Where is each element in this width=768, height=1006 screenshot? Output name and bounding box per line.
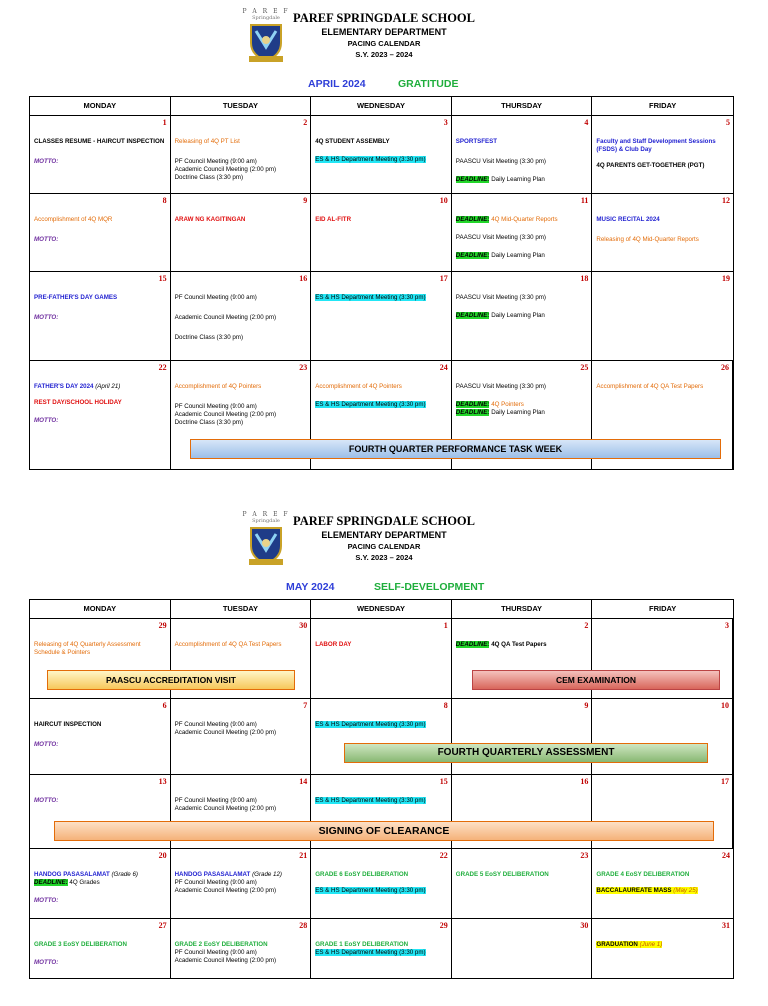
event-note: (Grade 6) bbox=[111, 871, 138, 878]
day-number: 20 bbox=[158, 851, 167, 860]
may-page bbox=[0, 503, 768, 966]
event: PAASCU Visit Meeting (3:30 pm) bbox=[455, 234, 546, 241]
day-number: 5 bbox=[725, 118, 730, 127]
day-number: 7 bbox=[303, 701, 308, 710]
school-logo bbox=[241, 511, 291, 566]
day-cell bbox=[171, 272, 312, 360]
event: ES & HS Department Meeting (3:30 pm) bbox=[315, 797, 426, 804]
logo-subtitle: Springdale bbox=[252, 15, 280, 21]
day-number: 1 bbox=[162, 118, 167, 127]
event: Daily Learning Plan bbox=[491, 176, 545, 183]
signing-of-clearance-banner: SIGNING OF CLEARANCE bbox=[54, 821, 714, 841]
event: ES & HS Department Meeting (3:30 pm) bbox=[315, 294, 426, 301]
event: Academic Council Meeting (2:00 pm) bbox=[174, 314, 277, 321]
day-cell bbox=[311, 116, 452, 193]
day-number: 10 bbox=[439, 196, 448, 205]
day-number: 31 bbox=[721, 921, 730, 930]
event: Doctrine Class (3:30 pm) bbox=[174, 419, 244, 426]
day-number: 12 bbox=[721, 196, 730, 205]
event: PF Council Meeting (9:00 am) bbox=[174, 721, 257, 728]
day-number: 26 bbox=[720, 363, 729, 372]
event: CLASSES RESUME - HAIRCUT INSPECTION bbox=[34, 138, 165, 145]
day-cell bbox=[592, 272, 733, 360]
weekday-wednesday: WEDNESDAY bbox=[311, 97, 452, 115]
day-cell bbox=[592, 919, 733, 978]
day-cell bbox=[592, 194, 733, 271]
day-cell bbox=[30, 272, 171, 360]
day-cell bbox=[592, 849, 733, 918]
event: Accomplishment of 4Q Pointers bbox=[315, 383, 402, 390]
event: HANDOG PASASALAMAT bbox=[34, 871, 110, 878]
holiday-event: LABOR DAY bbox=[315, 641, 352, 648]
day-cell bbox=[171, 699, 312, 774]
day-number: 30 bbox=[580, 921, 589, 930]
may-calendar-table bbox=[29, 599, 734, 979]
holiday-event: ARAW NG KAGITINGAN bbox=[174, 216, 246, 223]
event: PAASCU Visit Meeting (3:30 pm) bbox=[455, 158, 546, 165]
motto-label: MOTTO: bbox=[34, 959, 59, 966]
day-number: 22 bbox=[439, 851, 448, 860]
event-note: (June 1) bbox=[639, 941, 663, 948]
event: Faculty and Staff Development Sessions (FSDS) & Club Day bbox=[596, 138, 716, 153]
paascu-visit-banner: PAASCU ACCREDITATION VISIT bbox=[47, 670, 295, 690]
event: Academic Council Meeting (2:00 pm) bbox=[174, 729, 277, 736]
day-number: 11 bbox=[580, 196, 589, 205]
deadline-label: DEADLINE: bbox=[34, 879, 68, 886]
school-name: PAREF SPRINGDALE SCHOOL bbox=[293, 11, 475, 25]
day-number: 23 bbox=[299, 363, 308, 372]
day-number: 14 bbox=[299, 777, 308, 786]
logo-wordmark: P A R E F bbox=[242, 8, 290, 15]
day-cell bbox=[171, 919, 312, 978]
holiday-event: EID AL-FITR bbox=[315, 216, 352, 223]
event: 4Q STUDENT ASSEMBLY bbox=[315, 138, 390, 145]
weekday-tuesday: TUESDAY bbox=[171, 97, 312, 115]
department-name: ELEMENTARY DEPARTMENT bbox=[321, 27, 447, 37]
week-row bbox=[30, 699, 733, 775]
event: Daily Learning Plan bbox=[491, 252, 545, 259]
day-number: 19 bbox=[721, 274, 730, 283]
weekday-thursday: THURSDAY bbox=[452, 97, 593, 115]
day-cell bbox=[452, 272, 593, 360]
day-cell bbox=[311, 919, 452, 978]
deadline-label: DEADLINE: bbox=[455, 409, 490, 416]
holiday-event: REST DAY/SCHOOL HOLIDAY bbox=[34, 399, 122, 406]
weekday-thursday: THURSDAY bbox=[452, 600, 593, 618]
day-cell bbox=[311, 194, 452, 271]
april-page bbox=[0, 0, 768, 454]
day-number: 10 bbox=[720, 701, 729, 710]
school-crest-icon bbox=[249, 23, 283, 63]
day-number: 16 bbox=[580, 777, 589, 786]
event: FATHER'S DAY 2024 bbox=[34, 383, 94, 390]
week-row bbox=[30, 849, 733, 919]
logo-wordmark: P A R E F bbox=[242, 511, 290, 518]
day-cell bbox=[311, 849, 452, 918]
page-header bbox=[0, 0, 768, 90]
day-cell bbox=[30, 919, 171, 978]
event: PF Council Meeting (9:00 am) bbox=[174, 949, 257, 956]
day-number: 30 bbox=[299, 621, 308, 630]
day-cell bbox=[30, 361, 171, 469]
day-number: 27 bbox=[158, 921, 167, 930]
event: 4Q PARENTS GET-TOGETHER (PGT) bbox=[596, 162, 705, 169]
day-cell bbox=[452, 849, 593, 918]
day-number: 4 bbox=[584, 118, 589, 127]
school-logo bbox=[241, 8, 291, 63]
day-number: 28 bbox=[299, 921, 308, 930]
weekday-friday: FRIDAY bbox=[649, 101, 677, 110]
event: PRE-FATHER'S DAY GAMES bbox=[34, 294, 118, 301]
deadline-label: DEADLINE: bbox=[455, 216, 490, 223]
day-cell bbox=[452, 116, 593, 193]
event: Releasing of 4Q Quarterly Assessment Schedule & Pointers bbox=[34, 641, 141, 656]
day-number: 2 bbox=[303, 118, 308, 127]
weekday-monday: MONDAY bbox=[30, 600, 171, 618]
event: ES & HS Department Meeting (3:30 pm) bbox=[315, 721, 426, 728]
month-title: APRIL 2024 bbox=[308, 78, 366, 90]
school-crest-icon bbox=[249, 526, 283, 566]
month-title: MAY 2024 bbox=[286, 581, 335, 593]
day-cell bbox=[30, 699, 171, 774]
event: 4Q Grades bbox=[69, 879, 100, 886]
event: Accomplishment of 4Q QA Test Papers bbox=[174, 641, 282, 648]
quarterly-assessment-banner: FOURTH QUARTERLY ASSESSMENT bbox=[344, 743, 708, 763]
day-cell bbox=[171, 194, 312, 271]
event: 4Q QA Test Papers bbox=[491, 641, 547, 648]
motto-label: MOTTO: bbox=[34, 236, 59, 243]
day-number: 17 bbox=[439, 274, 448, 283]
event: Doctrine Class (3:30 pm) bbox=[174, 174, 244, 181]
event: SPORTSFEST bbox=[455, 138, 498, 145]
event: Accomplishment of 4Q QA Test Papers bbox=[596, 383, 704, 390]
event: PF Council Meeting (9:00 am) bbox=[174, 879, 257, 886]
day-cell bbox=[30, 194, 171, 271]
day-number: 22 bbox=[158, 363, 167, 372]
event: GRADE 1 EoSY DELIBERATION bbox=[315, 941, 409, 948]
header-titles bbox=[292, 11, 476, 60]
event-note: (May 25) bbox=[673, 887, 698, 894]
day-cell bbox=[30, 116, 171, 193]
event: Daily Learning Plan bbox=[491, 409, 545, 416]
event: GRADE 4 EoSY DELIBERATION bbox=[596, 871, 690, 878]
event: GRADE 6 EoSY DELIBERATION bbox=[315, 871, 409, 878]
day-cell bbox=[452, 194, 593, 271]
week-row bbox=[30, 775, 733, 849]
event: PF Council Meeting (9:00 am) bbox=[174, 294, 257, 301]
motto-label: MOTTO: bbox=[34, 897, 59, 904]
motto-label: MOTTO: bbox=[34, 314, 59, 321]
week-row bbox=[30, 116, 733, 194]
calendar-title: PACING CALENDAR bbox=[347, 542, 421, 551]
event: PF Council Meeting (9:00 am) bbox=[174, 797, 257, 804]
motto-label: MOTTO: bbox=[34, 741, 59, 748]
header-titles bbox=[292, 514, 476, 563]
day-number: 15 bbox=[158, 274, 167, 283]
day-number: 9 bbox=[303, 196, 308, 205]
motto-label: MOTTO: bbox=[34, 417, 59, 424]
event: PF Council Meeting (9:00 am) bbox=[174, 403, 257, 410]
event: ES & HS Department Meeting (3:30 pm) bbox=[315, 401, 426, 408]
day-cell bbox=[171, 116, 312, 193]
week-row bbox=[30, 619, 733, 699]
event: GRADE 2 EoSY DELIBERATION bbox=[174, 941, 268, 948]
event: ES & HS Department Meeting (3:30 pm) bbox=[315, 949, 426, 956]
event: GRADE 5 EoSY DELIBERATION bbox=[455, 871, 549, 878]
week-row bbox=[30, 272, 733, 361]
day-cell bbox=[311, 619, 452, 698]
day-number: 8 bbox=[162, 196, 167, 205]
month-theme: SELF-DEVELOPMENT bbox=[374, 581, 485, 593]
event: Releasing of 4Q PT List bbox=[174, 138, 240, 145]
motto-label: MOTTO: bbox=[34, 158, 59, 165]
day-number: 3 bbox=[443, 118, 448, 127]
day-number: 21 bbox=[299, 851, 308, 860]
event: BACCALAUREATE MASS bbox=[596, 887, 672, 894]
month-theme: GRATITUDE bbox=[398, 78, 459, 90]
day-number: 15 bbox=[439, 777, 448, 786]
weekday-header-row bbox=[30, 97, 733, 116]
event: 4Q Mid-Quarter Reports bbox=[491, 216, 558, 223]
event: Accomplishment of 4Q MQR bbox=[34, 216, 113, 223]
event: Releasing of 4Q Mid-Quarter Reports bbox=[596, 236, 699, 243]
calendar-title: PACING CALENDAR bbox=[347, 39, 421, 48]
page-header bbox=[0, 503, 768, 593]
day-number: 18 bbox=[580, 274, 589, 283]
school-year: S.Y. 2023 – 2024 bbox=[355, 553, 413, 562]
event: HAIRCUT INSPECTION bbox=[34, 721, 102, 728]
week-row bbox=[30, 194, 733, 272]
event: MUSIC RECITAL 2024 bbox=[596, 216, 660, 223]
weekday-wednesday: WEDNESDAY bbox=[311, 600, 452, 618]
weekday-friday: FRIDAY bbox=[649, 604, 677, 613]
day-number: 17 bbox=[720, 777, 729, 786]
event: Doctrine Class (3:30 pm) bbox=[174, 334, 244, 341]
deadline-label: DEADLINE: bbox=[455, 176, 490, 183]
event: Accomplishment of 4Q Pointers bbox=[174, 383, 262, 390]
motto-label: MOTTO: bbox=[34, 797, 59, 804]
weekday-header-row bbox=[30, 600, 733, 619]
school-year: S.Y. 2023 – 2024 bbox=[355, 50, 413, 59]
day-number: 24 bbox=[721, 851, 730, 860]
day-number: 6 bbox=[162, 701, 167, 710]
event-note: (April 21) bbox=[95, 383, 121, 390]
event: PF Council Meeting (9:00 am) bbox=[174, 158, 257, 165]
weekday-tuesday: TUESDAY bbox=[171, 600, 312, 618]
deadline-label: DEADLINE: bbox=[455, 312, 490, 319]
event: Academic Council Meeting (2:00 pm) bbox=[174, 411, 277, 418]
event: GRADUATION bbox=[596, 941, 638, 948]
day-number: 13 bbox=[158, 777, 167, 786]
day-number: 24 bbox=[439, 363, 448, 372]
day-cell bbox=[171, 849, 312, 918]
week-row bbox=[30, 361, 733, 469]
event: Academic Council Meeting (2:00 pm) bbox=[174, 887, 277, 894]
logo-subtitle: Springdale bbox=[252, 518, 280, 524]
deadline-label: DEADLINE: bbox=[455, 641, 490, 648]
event: HANDOG PASASALAMAT bbox=[174, 871, 251, 878]
event: PAASCU Visit Meeting (3:30 pm) bbox=[455, 294, 546, 301]
deadline-label: DEADLINE: bbox=[455, 401, 490, 408]
deadline-label: DEADLINE: bbox=[455, 252, 490, 259]
event: GRADE 3 EoSY DELIBERATION bbox=[34, 941, 127, 948]
day-number: 2 bbox=[584, 621, 589, 630]
weekday-monday: MONDAY bbox=[30, 97, 171, 115]
day-number: 25 bbox=[580, 363, 589, 372]
day-number: 29 bbox=[158, 621, 167, 630]
day-number: 3 bbox=[724, 621, 729, 630]
april-calendar-table bbox=[29, 96, 734, 470]
cem-examination-banner: CEM EXAMINATION bbox=[472, 670, 720, 690]
day-cell bbox=[311, 272, 452, 360]
event: Daily Learning Plan bbox=[491, 312, 545, 319]
event: ES & HS Department Meeting (3:30 pm) bbox=[315, 887, 426, 894]
performance-task-week-banner: FOURTH QUARTER PERFORMANCE TASK WEEK bbox=[190, 439, 721, 459]
event: Academic Council Meeting (2:00 pm) bbox=[174, 957, 277, 964]
event: PAASCU Visit Meeting (3:30 pm) bbox=[455, 383, 546, 390]
day-number: 29 bbox=[439, 921, 448, 930]
day-cell bbox=[592, 116, 733, 193]
event: 4Q Pointers bbox=[491, 401, 524, 408]
event: Academic Council Meeting (2:00 pm) bbox=[174, 805, 277, 812]
event-note: (Grade 12) bbox=[252, 871, 282, 878]
event: ES & HS Department Meeting (3:30 pm) bbox=[315, 156, 426, 163]
event: Academic Council Meeting (2:00 pm) bbox=[174, 166, 277, 173]
day-cell bbox=[30, 849, 171, 918]
day-cell bbox=[452, 919, 593, 978]
day-number: 8 bbox=[443, 701, 448, 710]
day-number: 23 bbox=[580, 851, 589, 860]
day-number: 1 bbox=[443, 621, 448, 630]
week-row bbox=[30, 919, 733, 978]
day-number: 9 bbox=[584, 701, 589, 710]
day-number: 16 bbox=[299, 274, 308, 283]
department-name: ELEMENTARY DEPARTMENT bbox=[321, 530, 447, 540]
school-name: PAREF SPRINGDALE SCHOOL bbox=[293, 514, 475, 528]
